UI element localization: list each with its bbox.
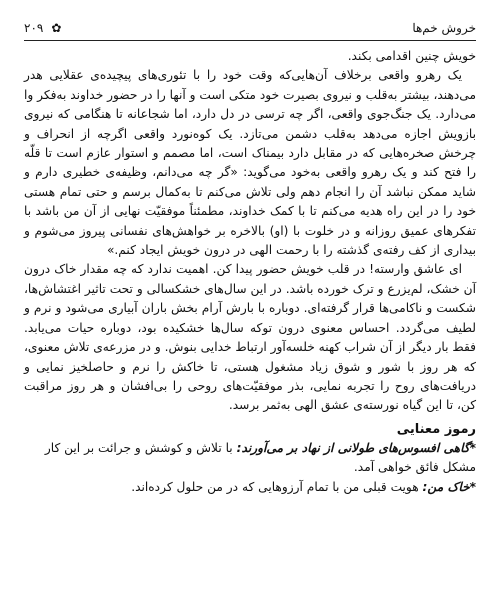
- paragraph-2: یک رهرو واقعی برخلاف آن‌هایی‌که وقت خود را با تئوری‌های پیچیده‌ی عقلایی هدر می‌دهند، بیشتر به‌قلب و نیروی بصیرت خود متکی است و آنها را در حضور خداوند به‌فکر وا می‌دارد. یک جنگ‌جوی واقعی، اگر چه ترسی در دل دارد، اما شجاعانه تا هنگامی که نیروی بازویش اجازه می‌دهد به‌قلب دشمن می‌تازد. یک کوه‌نورد واقعی اگرچه از انحراف و چرخش صخره‌هایی که در مقابل دارد بیمناک است، اما مصمم و استوار عازم است تا قلّه را فتح کند و یک رهرو واقعی به‌خود می‌گوید: «گر چه می‌دانم، وظیفه‌ی خطیری دارم و شاید ممکن نباشد آن را انجام دهم ولی تلاش می‌کنم تا به‌کمال برسم و حتی تمام هستی خود را در این راه هدیه می‌کنم تا با کمک خداوند، مطمئناً موفقیّت نهایی از آن من باشد با تفکرهای عمیق روزانه و در خلوت با (او) بالاخره بر خواهش‌های نفسانی پیروز می‌شوم و بیداری از کف رفته‌ی گذشته را با رحمت الهی در درون خویش ایجاد کنم.»: [24, 68, 476, 258]
- glossary-definition: با تلاش و کوشش و جرائت بر این کار مشکل فائق خواهی آمد.: [44, 440, 476, 475]
- paragraph-3: ای عاشق وارسته! در قلب خویش حضور پیدا کن. اهمیت ندارد که چه مقدار خاک درون آن خشک، لم‌یزرع و ترک خورده باشد. در این سال‌های خشکسالی و تحت تاثیر اغتشاش‌ها، شکست و ناکامی‌ها قرار گرفته‌ای. دوباره با بارش آرام بخش باران آبیاری می‌شود و نرم و لطیف می‌گردد. احساس معنوی درون توکه سال‌ها خشکیده بود، دوباره حیات می‌یابد. فقط بار دیگر از آن شراب کهنه خلسه‌آور ارتباط خدایی بنوش. و در مزرعه‌ی تلاش معنوی، که هر روز با شور و شوق زیاد مشغول هستی، تا خاکش را نرم و حاصلخیز نمایی و دریافت‌های روح را تجربه نمایی، بذر موفقیّت‌های روحی را بی‌افشان و هر روز مراقبت کن، تا این گیاه نورسته‌ی عشق الهی به‌ثمر برسد.: [24, 262, 476, 413]
- glossary-item: [24, 478, 476, 497]
- glossary-definition: هویت قبلی من با تمام آرزوهایی که در من حلول کرده‌اند.: [131, 479, 419, 494]
- running-title: خروش خم‌ها: [412, 21, 476, 35]
- running-header: [24, 18, 476, 38]
- glossary-item: [24, 439, 476, 478]
- page-number: ۲۰۹: [24, 21, 44, 35]
- header-rule: [24, 40, 476, 41]
- page-number-group: [24, 21, 63, 35]
- glossary-term: *خاک من:: [422, 479, 476, 494]
- paragraph-1: خویش چنین اقدامی بکند.: [347, 49, 476, 63]
- glossary-term: *گاهی افسوس‌های طولانی از نهاد بر می‌آورند:: [236, 440, 476, 455]
- glossary-title: رموز معنایی: [396, 421, 476, 437]
- rosette-icon: ✿: [51, 21, 62, 35]
- body-text: [24, 47, 476, 416]
